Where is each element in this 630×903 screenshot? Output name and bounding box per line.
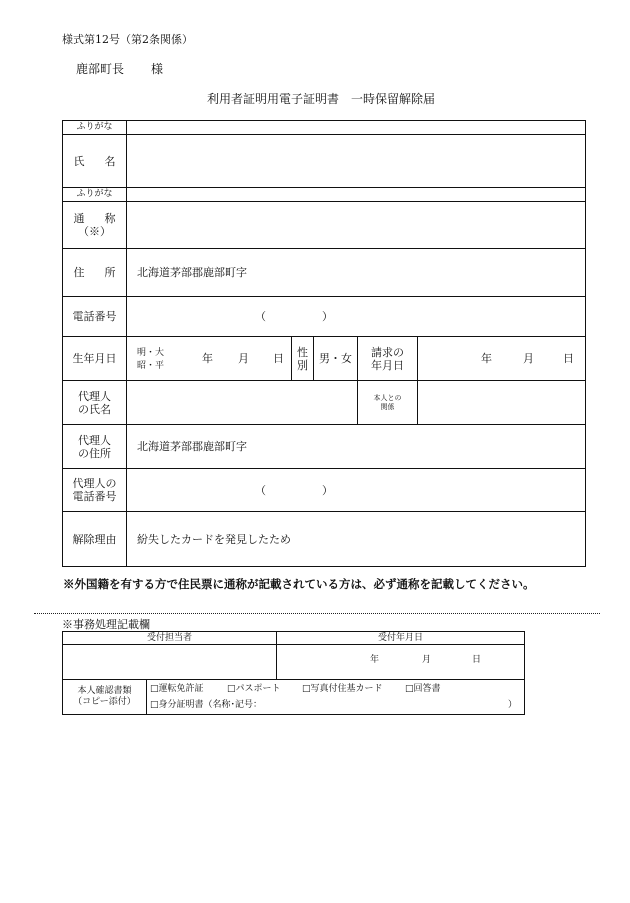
furigana-row-1	[63, 121, 586, 135]
form-number: 様式第12号（第2条関係）	[62, 33, 193, 46]
form-title: 利用者証明用電子証明書 一時保留解除届	[207, 92, 436, 106]
office-section-title: ※事務処理記載欄	[62, 618, 150, 631]
agent-address-input[interactable]: 北海道茅部郡鹿部町字	[127, 425, 586, 469]
furigana-label: ふりがな	[63, 121, 127, 135]
alias-label: 通 称 （※）	[63, 202, 127, 249]
address-label: 住 所	[63, 249, 127, 297]
reason-label: 解除理由	[63, 512, 127, 567]
id-document-label: 本人確認書類 （コピー添付）	[63, 680, 147, 715]
staff-label: 受付担当者	[63, 632, 277, 645]
address-input[interactable]: 北海道茅部郡鹿部町字	[127, 249, 586, 297]
name-label: 氏 名	[63, 135, 127, 188]
reason-input[interactable]: 紛失したカードを発見したため	[127, 512, 586, 567]
staff-input[interactable]	[63, 645, 277, 680]
request-date-input[interactable]: 年 月 日	[418, 337, 586, 381]
relation-input[interactable]	[418, 381, 586, 425]
birth-row	[63, 337, 586, 381]
office-use-table	[62, 631, 525, 715]
sex-select[interactable]: 男・女	[314, 337, 358, 381]
alias-input[interactable]	[127, 202, 586, 249]
agent-name-row	[63, 381, 586, 425]
checkbox-drivers-license[interactable]: □運転免許証	[150, 684, 204, 694]
agent-phone-input[interactable]: （ ）	[127, 469, 586, 512]
phone-input[interactable]: （ ）	[127, 297, 586, 337]
checkbox-answer-document[interactable]: □回答書	[405, 684, 441, 694]
birth-label: 生年月日	[63, 337, 127, 381]
application-form-table	[62, 120, 586, 567]
phone-label: 電話番号	[63, 297, 127, 337]
era-options: 明・大 昭・平	[137, 348, 165, 371]
birth-date-input[interactable]: 明・大 昭・平 年 月 日	[127, 337, 292, 381]
furigana-input[interactable]	[127, 121, 586, 135]
received-date-input[interactable]: 年 月 日	[277, 645, 525, 680]
alias-note: ※外国籍を有する方で住民票に通称が記載されている方は、必ず通称を記載してください。	[63, 577, 535, 591]
agent-address-label: 代理人 の住所	[63, 425, 127, 469]
checkbox-passport[interactable]: □パスポート	[227, 684, 281, 694]
reason-row	[63, 512, 586, 567]
name-row	[63, 135, 586, 188]
alias-row	[63, 202, 586, 249]
cut-line-divider	[34, 613, 600, 614]
agent-address-row	[63, 425, 586, 469]
request-date-label: 請求の 年月日	[358, 337, 418, 381]
alias-furigana-input[interactable]	[127, 188, 586, 202]
agent-phone-label: 代理人の 電話番号	[63, 469, 127, 512]
furigana-row-2	[63, 188, 586, 202]
relation-label: 本人との 関係	[358, 381, 418, 425]
addressee-honorific: 様	[151, 62, 164, 76]
phone-row	[63, 297, 586, 337]
agent-name-label: 代理人 の氏名	[63, 381, 127, 425]
id-certificate-close: ）	[508, 700, 518, 710]
furigana-label: ふりがな	[63, 188, 127, 202]
agent-name-input[interactable]	[127, 381, 358, 425]
sex-label: 性 別	[292, 337, 314, 381]
checkbox-id-certificate[interactable]: □身分証明書（名称･記号：	[150, 700, 263, 710]
id-document-options	[147, 680, 525, 715]
addressee: 鹿部町長	[76, 62, 125, 76]
name-input[interactable]	[127, 135, 586, 188]
checkbox-resident-card[interactable]: □写真付住基カード	[302, 684, 383, 694]
address-row	[63, 249, 586, 297]
received-date-label: 受付年月日	[277, 632, 525, 645]
agent-phone-row	[63, 469, 586, 512]
